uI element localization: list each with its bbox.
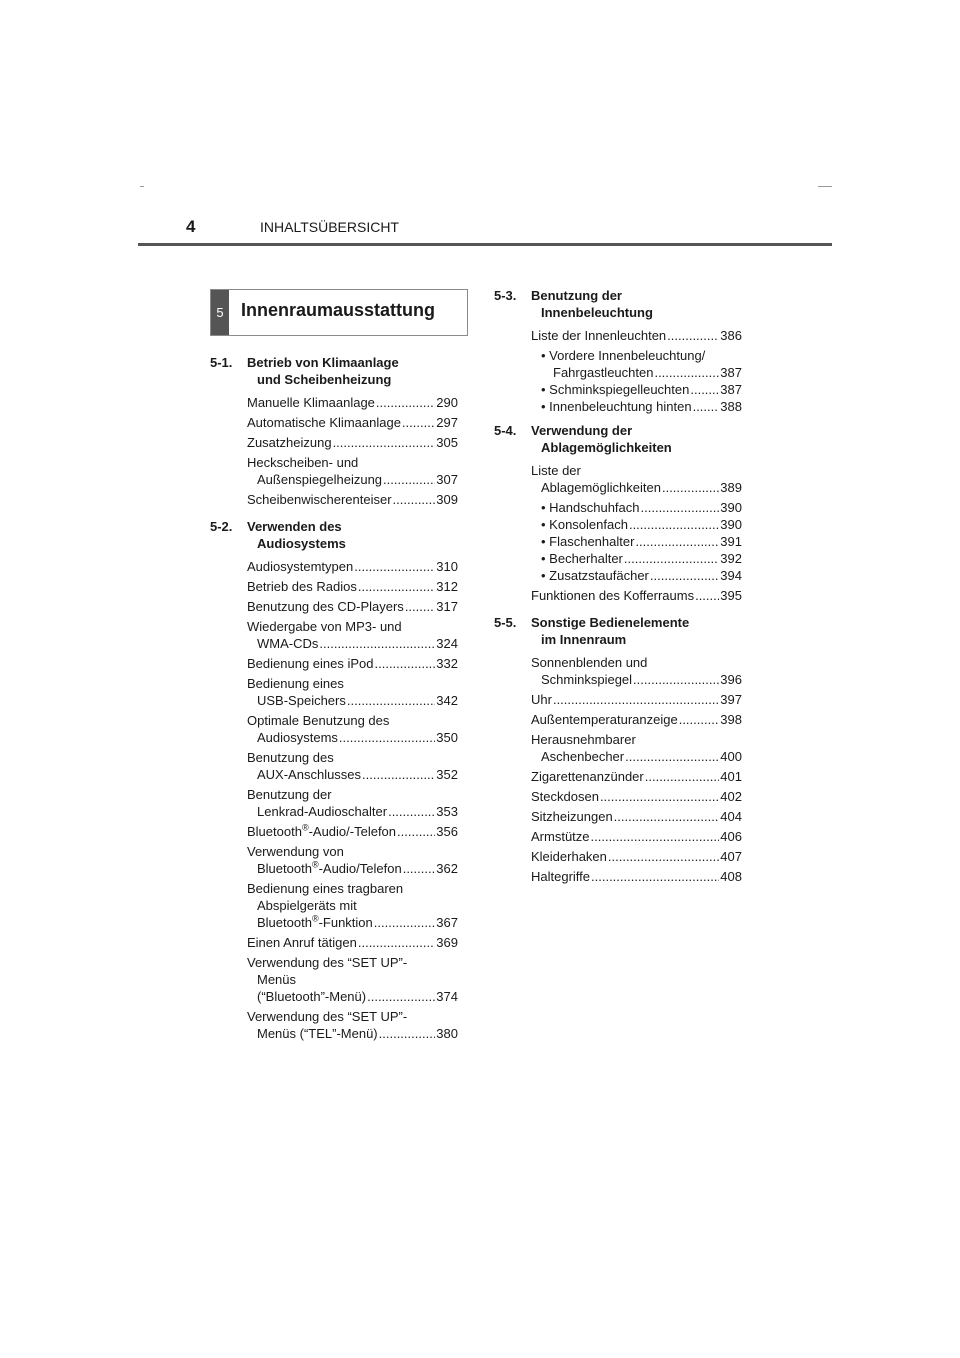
toc-entry[interactable] — [247, 823, 458, 840]
toc-entry[interactable] — [247, 655, 458, 672]
toc-entry-page: 312 — [436, 579, 458, 594]
toc-entry-page: 350 — [436, 730, 458, 745]
leader-dots — [591, 868, 719, 885]
toc-entry-label: Ablagemöglichkeiten — [541, 480, 661, 495]
toc-entry-label: Bluetooth®-Audio/Telefon — [257, 859, 402, 876]
leader-dots — [635, 533, 719, 550]
leader-dots — [379, 1025, 436, 1042]
toc-entry-page: 390 — [720, 500, 742, 515]
toc-entry-label: • Innenbeleuchtung hinten — [541, 399, 692, 414]
toc-entry-page: 397 — [720, 692, 742, 707]
toc-entry-page: 367 — [436, 915, 458, 930]
toc-entry[interactable] — [531, 398, 742, 415]
toc-entry-page: 353 — [436, 804, 458, 819]
leader-dots — [667, 327, 719, 344]
toc-entry-label: Herausnehmbarer — [531, 732, 636, 747]
toc-entry-label: Bluetooth®-Audio/-Telefon — [247, 822, 397, 839]
toc-entry-label: Menüs — [257, 972, 297, 987]
toc-entry[interactable] — [247, 954, 458, 1005]
section-number-tab: 5 — [211, 290, 229, 335]
leader-dots — [374, 914, 436, 931]
toc-entry-label: Wiedergabe von MP3- und — [247, 619, 402, 634]
toc-entry[interactable] — [531, 808, 742, 825]
toc-entry-page: 362 — [436, 861, 458, 876]
toc-entry[interactable] — [531, 462, 742, 496]
leader-dots — [362, 766, 435, 783]
toc-entry-label: Bedienung eines tragbaren — [247, 881, 404, 896]
leader-dots — [388, 803, 435, 820]
chapter-heading — [210, 518, 458, 552]
chapter-title — [531, 422, 742, 456]
toc-entry-label: • Konsolenfach — [541, 517, 628, 532]
toc-entry[interactable] — [247, 578, 458, 595]
page-number: 4 — [186, 217, 196, 236]
toc-entry-label: Abspielgeräts mit — [257, 898, 357, 913]
toc-entry-label: Kleiderhaken — [531, 849, 607, 864]
leader-dots — [654, 364, 719, 381]
chapter-title-line: Verwendung der — [531, 423, 633, 438]
toc-entry-label: Bedienung eines — [247, 676, 344, 691]
chapter-title — [247, 518, 458, 552]
toc-entry[interactable] — [531, 828, 742, 845]
toc-entry-page: 342 — [436, 693, 458, 708]
toc-entry-label: Sitzheizungen — [531, 809, 613, 824]
toc-entry-page: 388 — [720, 399, 742, 414]
toc-entry-page: 398 — [720, 712, 742, 727]
toc-entry-label: • Flaschenhalter — [541, 534, 635, 549]
leader-dots — [397, 823, 435, 840]
chapter-number: 5-4. — [494, 423, 517, 438]
leader-dots — [695, 587, 719, 604]
toc-entry[interactable] — [247, 843, 458, 877]
toc-entry[interactable] — [247, 434, 458, 451]
toc-entry-page: 356 — [436, 824, 458, 839]
toc-entry-label: Uhr — [531, 692, 552, 707]
crop-mark-left — [140, 186, 144, 187]
toc-entry-page: 396 — [720, 672, 742, 687]
toc-entry[interactable] — [247, 749, 458, 783]
toc-entry[interactable] — [247, 598, 458, 615]
toc-entry[interactable] — [247, 618, 458, 652]
toc-entry-label: Verwendung des “SET UP”- — [247, 955, 408, 970]
leader-dots — [662, 479, 719, 496]
toc-entry[interactable] — [531, 768, 742, 785]
toc-column-right — [494, 287, 742, 895]
toc-entry[interactable] — [531, 691, 742, 708]
toc-entry[interactable] — [247, 786, 458, 820]
chapter-title — [247, 354, 458, 388]
leader-dots — [339, 729, 435, 746]
toc-entry-page: 387 — [720, 382, 742, 397]
chapter-title — [531, 287, 742, 321]
toc-entry-page: 401 — [720, 769, 742, 784]
toc-entry-label: Heckscheiben- und — [247, 455, 359, 470]
toc-entry[interactable] — [247, 454, 458, 488]
toc-entry-label: • Vordere Innenbeleuchtung/ — [541, 348, 706, 363]
toc-entry-label: Lenkrad-Audioschalter — [257, 804, 388, 819]
toc-entry-label: Menüs (“TEL”-Menü) — [257, 1026, 378, 1041]
section-heading-box — [210, 289, 468, 336]
toc-entry[interactable] — [247, 675, 458, 709]
toc-entry-page: 392 — [720, 551, 742, 566]
leader-dots — [375, 655, 436, 672]
toc-entry-page: 309 — [436, 492, 458, 507]
leader-dots — [641, 499, 720, 516]
chapter-number: 5-1. — [210, 355, 233, 370]
toc-entry[interactable] — [531, 381, 742, 398]
chapter-title-line: Benutzung der — [531, 288, 622, 303]
leader-dots — [633, 671, 719, 688]
chapter-title — [531, 614, 742, 648]
toc-entry-label: Audiosystemtypen — [247, 559, 354, 574]
chapter-title-line: Innenbeleuchtung — [541, 305, 653, 320]
chapter-number: 5-3. — [494, 288, 517, 303]
toc-entry-label: • Schminkspiegelleuchten — [541, 382, 690, 397]
chapter-title-line: Betrieb von Klimaanlage — [247, 355, 399, 370]
leader-dots — [383, 471, 435, 488]
toc-entry-label: Fahrgastleuchten — [553, 365, 654, 380]
toc-entry[interactable] — [247, 712, 458, 746]
leader-dots — [333, 434, 436, 451]
leader-dots — [679, 711, 720, 728]
leader-dots — [358, 934, 435, 951]
page-header — [138, 215, 832, 243]
toc-entry-label: Armstütze — [531, 829, 590, 844]
toc-entry-label: (“Bluetooth”-Menü) — [257, 989, 367, 1004]
leader-dots — [354, 558, 435, 575]
toc-entry[interactable] — [531, 347, 742, 381]
toc-entry-label: • Becherhalter — [541, 551, 623, 566]
chapter-heading — [494, 614, 742, 648]
toc-entry-label: Optimale Benutzung des — [247, 713, 390, 728]
leader-dots — [625, 748, 719, 765]
toc-entry-label: Liste der — [531, 463, 581, 478]
section-title: Innenraumausstattung — [241, 300, 436, 320]
toc-entry-page: 332 — [436, 656, 458, 671]
leader-dots — [402, 414, 435, 431]
toc-entry-label: • Zusatzstaufächer — [541, 568, 649, 583]
leader-dots — [367, 988, 435, 1005]
toc-entry-label: Audiosystems — [257, 730, 338, 745]
toc-entry[interactable] — [247, 1008, 458, 1042]
toc-entry-label: Bluetooth®-Funktion — [257, 913, 373, 930]
leader-dots — [319, 635, 435, 652]
header-title: INHALTSÜBERSICHT — [260, 219, 399, 235]
toc-entry-label: Sonnenblenden und — [531, 655, 648, 670]
toc-entry-label: Zusatzheizung — [247, 435, 332, 450]
leader-dots — [600, 788, 719, 805]
toc-entry-label: Steckdosen — [531, 789, 599, 804]
toc-entry-label: USB-Speichers — [257, 693, 346, 708]
toc-entry-page: 352 — [436, 767, 458, 782]
chapter-title-line: Ablagemöglichkeiten — [541, 440, 672, 455]
toc-entry[interactable] — [247, 934, 458, 951]
toc-entry[interactable] — [531, 711, 742, 728]
toc-entry-label: Scheibenwischerenteiser — [247, 492, 392, 507]
toc-entry[interactable] — [247, 414, 458, 431]
leader-dots — [591, 828, 720, 845]
toc-entry-label: Benutzung des CD-Players — [247, 599, 404, 614]
toc-entry[interactable] — [531, 567, 742, 584]
toc-entry-page: 387 — [720, 365, 742, 380]
toc-entry-page: 390 — [720, 517, 742, 532]
toc-entry[interactable] — [531, 533, 742, 550]
toc-entry-page: 386 — [720, 328, 742, 343]
toc-entry-page: 395 — [720, 588, 742, 603]
leader-dots — [553, 691, 719, 708]
toc-entry-label: Zigarettenanzünder — [531, 769, 644, 784]
toc-entry-label: Automatische Klimaanlage — [247, 415, 401, 430]
leader-dots — [645, 768, 720, 785]
leader-dots — [693, 398, 720, 415]
chapter-title-line: im Innenraum — [541, 632, 627, 647]
leader-dots — [358, 578, 435, 595]
toc-entry[interactable] — [531, 654, 742, 688]
toc-entry-label: Liste der Innenleuchten — [531, 328, 667, 343]
toc-entry-label: Betrieb des Radios — [247, 579, 357, 594]
toc-entry-page: 404 — [720, 809, 742, 824]
toc-entry-page: 307 — [436, 472, 458, 487]
toc-entry-page: 400 — [720, 749, 742, 764]
toc-entry-page: 380 — [436, 1026, 458, 1041]
leader-dots — [403, 860, 436, 877]
toc-entry-label: Funktionen des Kofferraums — [531, 588, 695, 603]
toc-entry[interactable] — [531, 327, 742, 344]
toc-entry-label: AUX-Anschlusses — [257, 767, 362, 782]
chapter-title-line: und Scheibenheizung — [257, 372, 392, 387]
toc-entry-label: • Handschuhfach — [541, 500, 640, 515]
toc-entry-label: Verwendung von — [247, 844, 344, 859]
toc-entry[interactable] — [247, 880, 458, 931]
toc-entry[interactable] — [531, 516, 742, 533]
chapter-heading — [494, 422, 742, 456]
chapter-title-line: Audiosystems — [257, 536, 346, 551]
leader-dots — [624, 550, 719, 567]
toc-entry-page: 310 — [436, 559, 458, 574]
toc-entry-page: 290 — [436, 395, 458, 410]
toc-entry-label: Außenspiegelheizung — [257, 472, 383, 487]
chapter-title-line: Sonstige Bedienelemente — [531, 615, 690, 630]
toc-entry-label: Benutzung des — [247, 750, 334, 765]
toc-entry-page: 391 — [720, 534, 742, 549]
toc-entry-page: 389 — [720, 480, 742, 495]
chapter-number: 5-5. — [494, 615, 517, 630]
toc-entry[interactable] — [531, 550, 742, 567]
leader-dots — [393, 491, 436, 508]
header-rule — [138, 243, 832, 246]
toc-entry-page: 407 — [720, 849, 742, 864]
toc-column-left — [210, 354, 458, 1052]
toc-entry-page: 374 — [436, 989, 458, 1004]
toc-entry-label: Schminkspiegel — [541, 672, 633, 687]
crop-mark-right — [818, 186, 832, 187]
toc-entry-label: Einen Anruf tätigen — [247, 935, 357, 950]
toc-entry[interactable] — [247, 491, 458, 508]
toc-entry[interactable] — [531, 499, 742, 516]
toc-entry-page: 324 — [436, 636, 458, 651]
leader-dots — [405, 598, 435, 615]
toc-entry-label: Manuelle Klimaanlage — [247, 395, 375, 410]
toc-entry[interactable] — [247, 394, 458, 411]
chapter-heading — [210, 354, 458, 388]
toc-entry-page: 369 — [436, 935, 458, 950]
toc-entry-page: 402 — [720, 789, 742, 804]
leader-dots — [629, 516, 719, 533]
toc-entry-label: Aschenbecher — [541, 749, 625, 764]
toc-entry[interactable] — [531, 848, 742, 865]
leader-dots — [650, 567, 719, 584]
toc-entry-page: 408 — [720, 869, 742, 884]
leader-dots — [376, 394, 435, 411]
leader-dots — [608, 848, 719, 865]
chapter-heading — [494, 287, 742, 321]
leader-dots — [614, 808, 720, 825]
leader-dots — [347, 692, 435, 709]
toc-entry-label: Bedienung eines iPod — [247, 656, 374, 671]
toc-entry-page: 317 — [436, 599, 458, 614]
toc-entry[interactable] — [531, 731, 742, 765]
toc-entry-page: 305 — [436, 435, 458, 450]
toc-entry-page: 406 — [720, 829, 742, 844]
toc-entry[interactable] — [531, 587, 742, 604]
toc-entry-label: Benutzung der — [247, 787, 332, 802]
toc-entry-page: 297 — [436, 415, 458, 430]
toc-entry-label: Haltegriffe — [531, 869, 591, 884]
toc-entry[interactable] — [531, 868, 742, 885]
chapter-title-line: Verwenden des — [247, 519, 342, 534]
toc-entry[interactable] — [247, 558, 458, 575]
toc-entry-label: Verwendung des “SET UP”- — [247, 1009, 408, 1024]
toc-entry[interactable] — [531, 788, 742, 805]
chapter-number: 5-2. — [210, 519, 233, 534]
leader-dots — [690, 381, 719, 398]
toc-entry-page: 394 — [720, 568, 742, 583]
toc-entry-label: WMA-CDs — [257, 636, 319, 651]
toc-entry-label: Außentemperaturanzeige — [531, 712, 678, 727]
